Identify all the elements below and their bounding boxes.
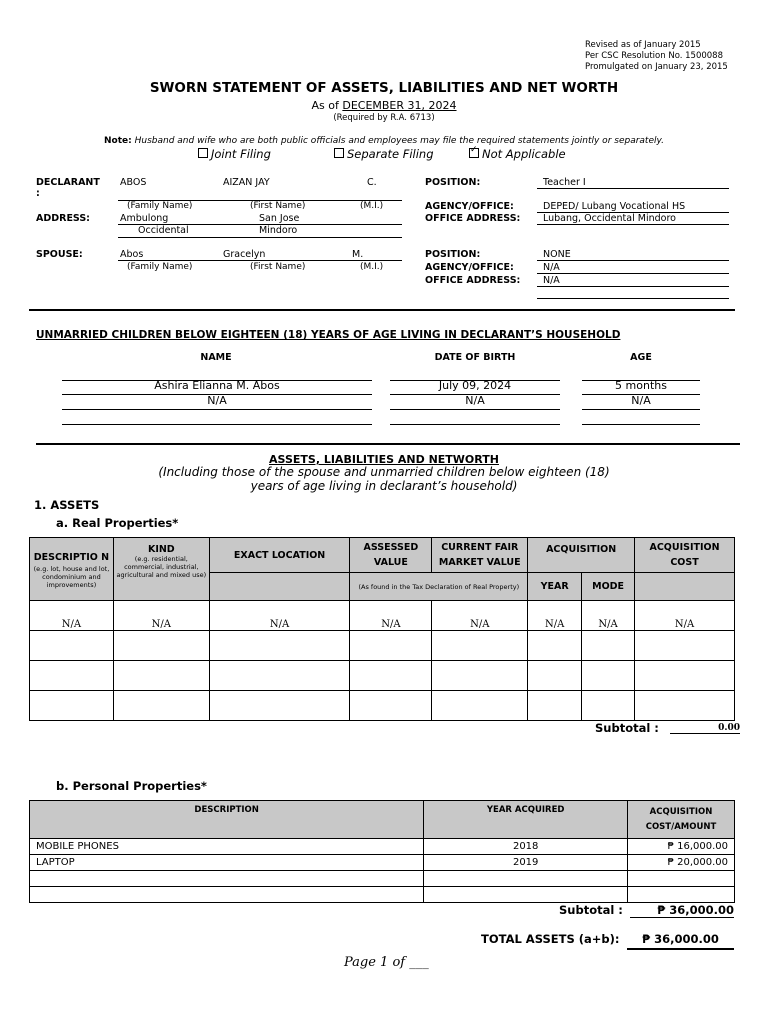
divider — [582, 409, 700, 410]
office-address-value: Lubang, Occidental Mindoro — [543, 213, 676, 224]
address-town: San Jose — [259, 213, 300, 224]
real-properties-heading: a. Real Properties* — [56, 516, 179, 530]
description-header: DESCRIPTIO N (e.g. lot, house and lot, condominium and improvements) — [30, 538, 114, 601]
children-dob-header: DATE OF BIRTH — [434, 352, 516, 363]
section-divider — [36, 443, 740, 445]
mode-header: MODE — [582, 573, 635, 601]
personal-properties-table — [29, 800, 735, 903]
divider — [537, 260, 729, 261]
table-row — [30, 661, 735, 691]
divider — [390, 409, 560, 410]
mi-caption: (M.I.) — [360, 201, 384, 211]
address-province-b: Mindoro — [259, 225, 298, 236]
assets-subtitle-1: (Including those of the spouse and unmarried children below eighteen (18) — [158, 465, 610, 479]
table-row — [30, 871, 735, 887]
tax-declaration-note: (As found in the Tax Declaration of Real Property) — [350, 573, 528, 601]
spouse-office-address-value: N/A — [543, 275, 560, 286]
location-header: EXACT LOCATION — [209, 538, 350, 573]
address-label: ADDRESS: — [36, 213, 90, 224]
pp-description-header: DESCRIPTION — [30, 801, 424, 839]
divider — [118, 237, 402, 238]
spouse-position-value: NONE — [543, 249, 571, 260]
filing-note: Note: Husband and wife who are both public officials and employees may file the required statements jointly or separately. — [104, 136, 664, 146]
children-age-header: AGE — [630, 352, 652, 363]
declarant-family-name: ABOS — [120, 177, 147, 188]
divider — [537, 286, 729, 287]
year-header: YEAR — [528, 573, 582, 601]
table-row: MOBILE PHONES 2018 ₱ 16,000.00 — [30, 839, 735, 855]
page-number: Page 1 of ___ — [344, 955, 429, 970]
position-label: POSITION: — [425, 177, 481, 188]
family-name-caption: (Family Name) — [127, 201, 193, 211]
divider — [62, 424, 372, 425]
personal-subtotal-label: Subtotal : — [559, 903, 623, 917]
divider — [118, 260, 402, 261]
table-row — [30, 691, 735, 721]
children-title: UNMARRIED CHILDREN BELOW EIGHTEEN (18) YEARS OF AGE LIVING IN DECLARANT’S HOUSEHOLD — [36, 329, 621, 341]
first-name-caption: (First Name) — [250, 262, 306, 272]
spouse-family-name: Abos — [120, 249, 144, 260]
personal-subtotal-value: ₱ 36,000.00 — [630, 903, 734, 918]
total-assets-value: ₱ 36,000.00 — [627, 932, 734, 950]
document-title: SWORN STATEMENT OF ASSETS, LIABILITIES AND NET WORTH — [149, 80, 619, 96]
spouse-position-label: POSITION: — [425, 249, 481, 260]
spouse-office-address-label: OFFICE ADDRESS: — [425, 275, 521, 286]
spouse-agency-value: N/A — [543, 262, 560, 273]
checkbox-icon[interactable] — [334, 148, 344, 158]
cost-subheader — [635, 573, 735, 601]
table-row — [30, 631, 735, 661]
divider — [537, 188, 729, 189]
divider — [537, 224, 729, 225]
assets-subtitle-2: years of age living in declarant’s household) — [250, 479, 518, 493]
spouse-first-name: Gracelyn — [223, 249, 266, 260]
agency-label: AGENCY/OFFICE: — [425, 201, 514, 212]
separate-filing-option[interactable]: Separate Filing — [334, 147, 434, 161]
divider — [582, 424, 700, 425]
child-dob-2: N/A — [465, 394, 485, 407]
divider — [537, 273, 729, 274]
table-row: N/A N/A N/A N/A N/A N/A N/A N/A — [30, 601, 735, 631]
declarant-first-name: AIZAN JAY — [223, 177, 270, 188]
real-properties-table — [29, 537, 735, 721]
not-applicable-option[interactable]: ✓ Not Applicable — [469, 147, 566, 161]
table-row — [30, 887, 735, 903]
declarant-label: DECLARANT — [36, 177, 100, 188]
assessed-header: ASSESSED VALUE — [350, 538, 432, 573]
children-name-header: NAME — [200, 352, 232, 363]
child-name-2: N/A — [207, 394, 227, 407]
real-subtotal-value: 0.00 — [670, 723, 740, 734]
position-value: Teacher I — [543, 177, 586, 188]
required-by: (Required by R.A. 6713) — [333, 113, 435, 123]
checkbox-icon[interactable] — [198, 148, 208, 158]
mi-caption: (M.I.) — [360, 262, 384, 272]
child-age: 5 months — [615, 379, 667, 392]
section-divider — [29, 309, 735, 311]
total-assets-label: TOTAL ASSETS (a+b): — [481, 932, 620, 946]
location-subheader — [209, 573, 350, 601]
divider — [537, 298, 729, 299]
address-province-a: Occidental — [138, 225, 189, 236]
divider — [62, 409, 372, 410]
kind-header: KIND (e.g. residential, commercial, industrial, agricultural and mixed use) — [113, 538, 209, 601]
cost-header: ACQUISITION COST — [635, 538, 735, 573]
spouse-label: SPOUSE: — [36, 249, 83, 260]
personal-properties-heading: b. Personal Properties* — [56, 779, 207, 793]
spouse-mi: M. — [352, 249, 364, 260]
spouse-agency-label: AGENCY/OFFICE: — [425, 262, 514, 273]
revision-note: Revised as of January 2015 Per CSC Resolution No. 1500088 Promulgated on January 23, 2015 — [585, 40, 728, 72]
declarant-mi: C. — [367, 177, 377, 188]
joint-filing-option[interactable]: Joint Filing — [198, 147, 271, 161]
acquisition-header: ACQUISITION — [528, 538, 635, 573]
real-subtotal-label: Subtotal : — [595, 721, 659, 735]
agency-value: DEPED/ Lubang Vocational HS — [543, 201, 686, 212]
table-row: LAPTOP 2019 ₱ 20,000.00 — [30, 855, 735, 871]
child-dob: July 09, 2024 — [438, 379, 512, 392]
office-address-label: OFFICE ADDRESS: — [425, 213, 521, 224]
address-barangay: Ambulong — [120, 213, 169, 224]
first-name-caption: (First Name) — [250, 201, 306, 211]
pp-year-header: YEAR ACQUIRED — [424, 801, 628, 839]
child-name: Ashira Elianna M. Abos — [154, 379, 280, 392]
checked-checkbox-icon[interactable] — [469, 148, 479, 158]
divider — [390, 424, 560, 425]
fair-market-header: CURRENT FAIR MARKET VALUE — [432, 538, 528, 573]
assets-title: ASSETS, LIABILITIES AND NETWORTH — [269, 453, 499, 466]
child-age-2: N/A — [631, 394, 651, 407]
pp-cost-header: ACQUISITION COST/AMOUNT — [628, 801, 735, 839]
as-of-line: As of DECEMBER 31, 2024 — [311, 99, 457, 112]
family-name-caption: (Family Name) — [127, 262, 193, 272]
as-of-date: DECEMBER 31, 2024 — [342, 99, 457, 112]
assets-section-heading: 1. ASSETS — [34, 498, 100, 512]
declarant-colon: : — [36, 188, 40, 199]
